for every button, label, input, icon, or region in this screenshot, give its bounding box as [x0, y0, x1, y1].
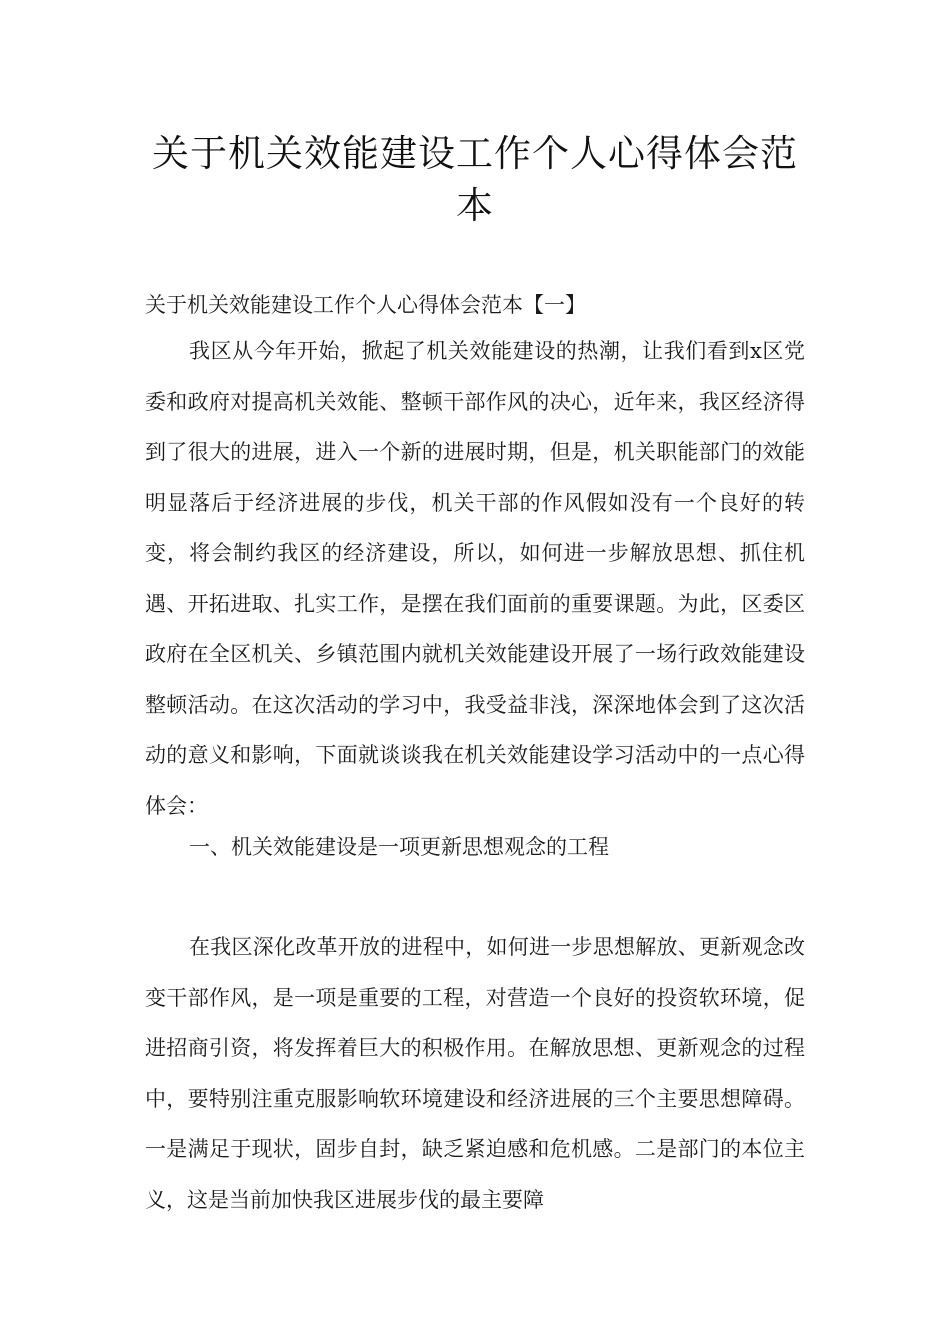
- document-title: 关于机关效能建设工作个人心得体会范本: [152, 132, 798, 227]
- body-paragraph-2: 在我区深化改革开放的进程中，如何进一步思想解放、更新观念改变干部作风，是一项是重要的工程，对营造一个良好的投资软环境，促进招商引资，将发挥着巨大的积极作用。在解放思想、更新观念的过程中，要特别注重克服影响软环境建设和经济进展的三个主要思想障碍。一是满足于现状，固步自封，缺乏紧迫感和危机感。二是部门的本位主义，这是当前加快我区进展步伐的最主要障: [145, 935, 805, 1212]
- section-heading-1: 一、机关效能建设是一项更新思想观念的工程: [189, 835, 609, 859]
- section-subtitle: 关于机关效能建设工作个人心得体会范本【一】: [145, 293, 586, 317]
- body-paragraph-1: 我区从今年开始，掀起了机关效能建设的热潮，让我们看到x区党委和政府对提高机关效能、整顿干部作风的决心，近年来，我区经济得到了很大的进展，进入一个新的进展时期，但是，机关职能部门的效能明显落后于经济进展的步伐，机关干部的作风假如没有一个良好的转变，将会制约我区的经济建设，所以，如何进一步解放思想、抓住机遇、开拓进取、扎实工作，是摆在我们面前的重要课题。为此，区委区政府在全区机关、乡镇范围内就机关效能建设开展了一场行政效能建设整顿活动。在这次活动的学习中，我受益非浅，深深地体会到了这次活动的意义和影响，下面就谈谈我在机关效能建设学习活动中的一点心得体会：: [145, 339, 805, 818]
